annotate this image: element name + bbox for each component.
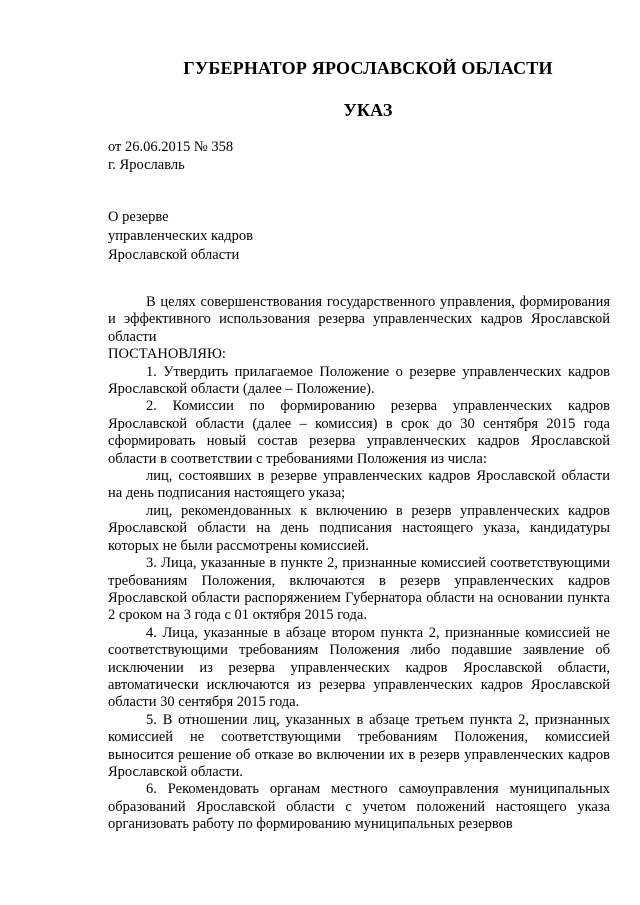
paragraph-2: 2. Комиссии по формированию резерва управленческих кадров Ярославской области (далее – комиссия) в срок до 30 сентября 2015 года сформировать новый состав резерва управленческих кадров Ярославской области в соответствии с требованиями Положения из числа: bbox=[108, 398, 610, 467]
paragraph-3: 3. Лица, указанные в пункте 2, признанные комиссией соответствующими требованиям Положения, включаются в резерв управленческих кадров Ярославской области распоряжением Губернатора области на основании пункта 2 сроком на 3 года с 01 октября 2015 года. bbox=[108, 555, 610, 624]
document-type: УКАЗ bbox=[343, 100, 393, 120]
paragraph-1: 1. Утвердить прилагаемое Положение о резерве управленческих кадров Ярославской области (далее – Положение). bbox=[108, 363, 610, 398]
date-number: от 26.06.2015 № 358 bbox=[108, 139, 234, 155]
issuing-authority: ГУБЕРНАТОР ЯРОСЛАВСКОЙ ОБЛАСТИ bbox=[183, 58, 553, 78]
paragraph-2-item-a: лиц, состоявших в резерве управленческих кадров Ярославской области на день подписания настоящего указа; bbox=[108, 468, 610, 502]
subject-line: О резерве bbox=[108, 209, 169, 225]
document-body bbox=[108, 294, 610, 834]
subject-line: управленческих кадров bbox=[108, 228, 253, 244]
preamble: В целях совершенствования государственного управления, формирования и эффективного использования резерва управленческих кадров Ярославской области bbox=[108, 294, 610, 345]
paragraph-6: 6. Рекомендовать органам местного самоуправления муниципальных образований Ярославской области с учетом положений настоящего указа организовать работу по формированию муниципальных резервов bbox=[108, 781, 610, 833]
paragraph-4: 4. Лица, указанные в абзаце втором пункта 2, признанные комиссией не соответствующими требованиям Положения либо подавшие заявление об исключении из резерва управленческих кадров Ярославской области, автоматически исключаются из резерва управленческих кадров Ярославской области 30 сентября 2015 года. bbox=[108, 624, 610, 711]
document-meta bbox=[108, 138, 233, 174]
decree-word: ПОСТАНОВЛЯЮ: bbox=[108, 346, 226, 363]
paragraph-5: 5. В отношении лиц, указанных в абзаце третьем пункта 2, признанных комиссией не соответствующими требованиям Положения, комиссией выносится решение об отказе во включении их в резерв управленческих кадров Ярославской области. bbox=[108, 711, 610, 780]
paragraph-2-item-b: лиц, рекомендованных к включению в резерв управленческих кадров Ярославской области на день подписания настоящего указа, кандидатуры которых не были рассмотрены комиссией. bbox=[108, 502, 610, 554]
document-subject bbox=[108, 208, 253, 265]
city: г. Ярославль bbox=[108, 157, 185, 173]
subject-line: Ярославской области bbox=[108, 247, 240, 263]
